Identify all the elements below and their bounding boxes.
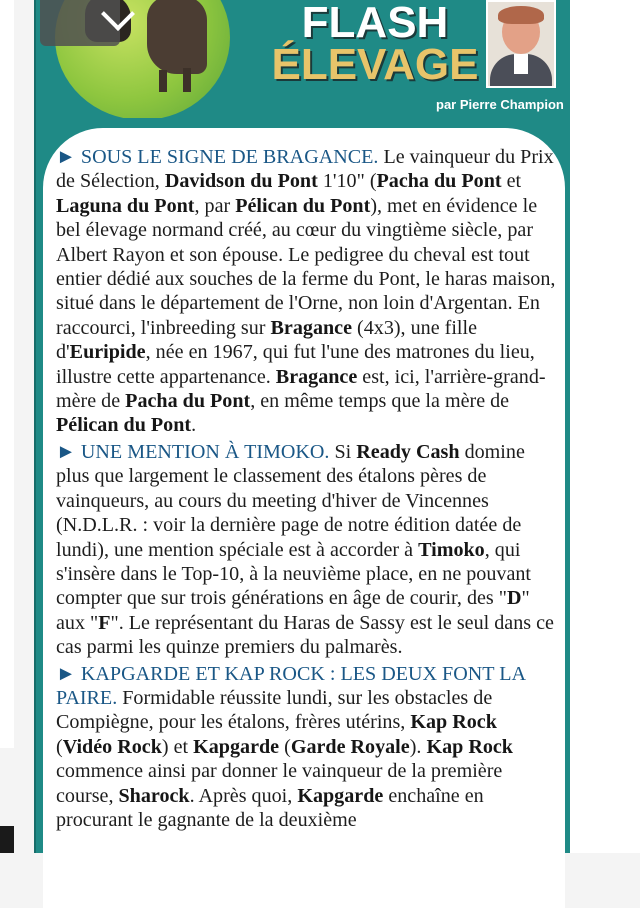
article-paragraph-kapgarde bbox=[56, 662, 556, 833]
text-run: ". Le représentant du Haras de Sassy est le seul dans ce cas parmi les quinze premiers du palmarès. bbox=[56, 611, 554, 659]
bold-name: Kap Rock bbox=[426, 735, 513, 758]
text-run: domine plus que largement le classement des étalons pères de vainqueurs, au cours du meeting d'hiver de Vincennes (N.D.L.R. : voir la dernière page de notre édition datée de lundi), une mention spéciale est à accorder à bbox=[56, 440, 525, 561]
paragraph-heading: ► SOUS LE SIGNE DE BRAGANCE. bbox=[56, 146, 379, 168]
text-run: ), met en évidence le bel élevage normand créé, au cœur du vingtième siècle, par Albert Rayon et son épouse. Le pedigree du cheval est tout entier dédié aux souches de la ferme du Pont, le haras maison, situé dans le département de l'Orne, non loin d'Argentan. En raccourci, l'inbreeding sur bbox=[56, 194, 556, 339]
article-paragraph-timoko bbox=[56, 440, 556, 660]
text-run: . Après quoi, bbox=[189, 784, 298, 807]
title-line-elevage: ÉLEVAGE bbox=[271, 40, 479, 89]
section-title bbox=[270, 0, 480, 89]
page-corner-mark bbox=[0, 826, 14, 853]
bold-name: Davidson du Pont bbox=[164, 170, 318, 193]
text-run: , en même temps que la mère de bbox=[250, 390, 510, 413]
text-run: ( bbox=[279, 735, 291, 758]
bold-name: Ready Cash bbox=[356, 440, 460, 463]
bold-name: Vidéo Rock bbox=[62, 735, 162, 758]
bold-name: Garde Royale bbox=[290, 735, 410, 758]
text-run: Formidable réussite lundi, sur les obstacles de Compiègne, pour les étalons, frères utérins, bbox=[56, 686, 493, 734]
paragraph-heading: ► KAPGARDE ET KAP ROCK : LES DEUX FONT LA PAIRE. bbox=[56, 662, 525, 709]
horse-leg bbox=[183, 68, 191, 92]
text-run: ( bbox=[56, 735, 63, 758]
article-body bbox=[56, 145, 556, 832]
bold-name: Bragance bbox=[270, 316, 353, 339]
text-run: " aux " bbox=[56, 587, 530, 634]
title-line-flash: FLASH bbox=[301, 0, 449, 47]
portrait-hair bbox=[498, 6, 544, 24]
text-run: Le vainqueur du Prix de Sélection, bbox=[56, 146, 554, 193]
bold-name: Bragance bbox=[275, 365, 358, 388]
author-portrait bbox=[486, 0, 556, 88]
text-run: , née en 1967, qui fut l'une des matrones du lieu, illustre cette appartenance. bbox=[56, 341, 535, 388]
left-page-strip bbox=[0, 0, 15, 748]
bold-name: Laguna du Pont bbox=[56, 194, 195, 217]
text-run: 1'10" ( bbox=[317, 170, 377, 193]
bold-name: Timoko bbox=[418, 538, 485, 561]
text-run: ) et bbox=[161, 735, 194, 758]
horse-leg bbox=[159, 70, 167, 92]
text-run: Si bbox=[329, 440, 357, 463]
bold-name: Kapgarde bbox=[193, 735, 280, 758]
bold-name: Euripide bbox=[69, 341, 146, 364]
text-run: et bbox=[501, 170, 522, 193]
page-gutter bbox=[14, 0, 34, 853]
bold-name: Kapgarde bbox=[297, 784, 384, 807]
text-run: , qui s'insère dans le Top-10, à la neuvième place, en ne pouvant compter que sur trois générations en âge de courir, des " bbox=[56, 538, 531, 610]
bold-name: Pélican du Pont bbox=[56, 414, 192, 437]
text-run: , par bbox=[194, 194, 236, 217]
bold-name: D bbox=[506, 587, 522, 610]
column-border bbox=[34, 0, 36, 853]
text-run: commence ainsi par donner le vainqueur de la première course, bbox=[56, 760, 503, 807]
bold-name: F bbox=[98, 611, 111, 634]
paragraph-heading: ► UNE MENTION À TIMOKO. bbox=[56, 440, 330, 463]
bold-name: Sharock bbox=[118, 784, 190, 807]
article-paragraph-bragance bbox=[56, 145, 556, 438]
bold-name: Kap Rock bbox=[410, 711, 497, 734]
text-run: enchaîne en procurant le gagnante de la deuxième bbox=[56, 784, 484, 831]
brown-horse-image bbox=[147, 0, 207, 74]
text-run: est, ici, l'arrière-grand-mère de bbox=[56, 365, 546, 413]
author-byline: par Pierre Champion bbox=[436, 97, 564, 112]
portrait-collar bbox=[514, 54, 528, 74]
text-run: . bbox=[191, 414, 197, 437]
collapse-toggle-button[interactable] bbox=[40, 0, 120, 46]
right-margin bbox=[570, 0, 640, 853]
bold-name: Pélican du Pont bbox=[235, 194, 371, 217]
text-run: ). bbox=[409, 735, 427, 758]
text-run: (4x3), une fille d' bbox=[56, 316, 478, 364]
bold-name: Pacha du Pont bbox=[376, 170, 502, 193]
bold-name: Pacha du Pont bbox=[125, 390, 251, 413]
